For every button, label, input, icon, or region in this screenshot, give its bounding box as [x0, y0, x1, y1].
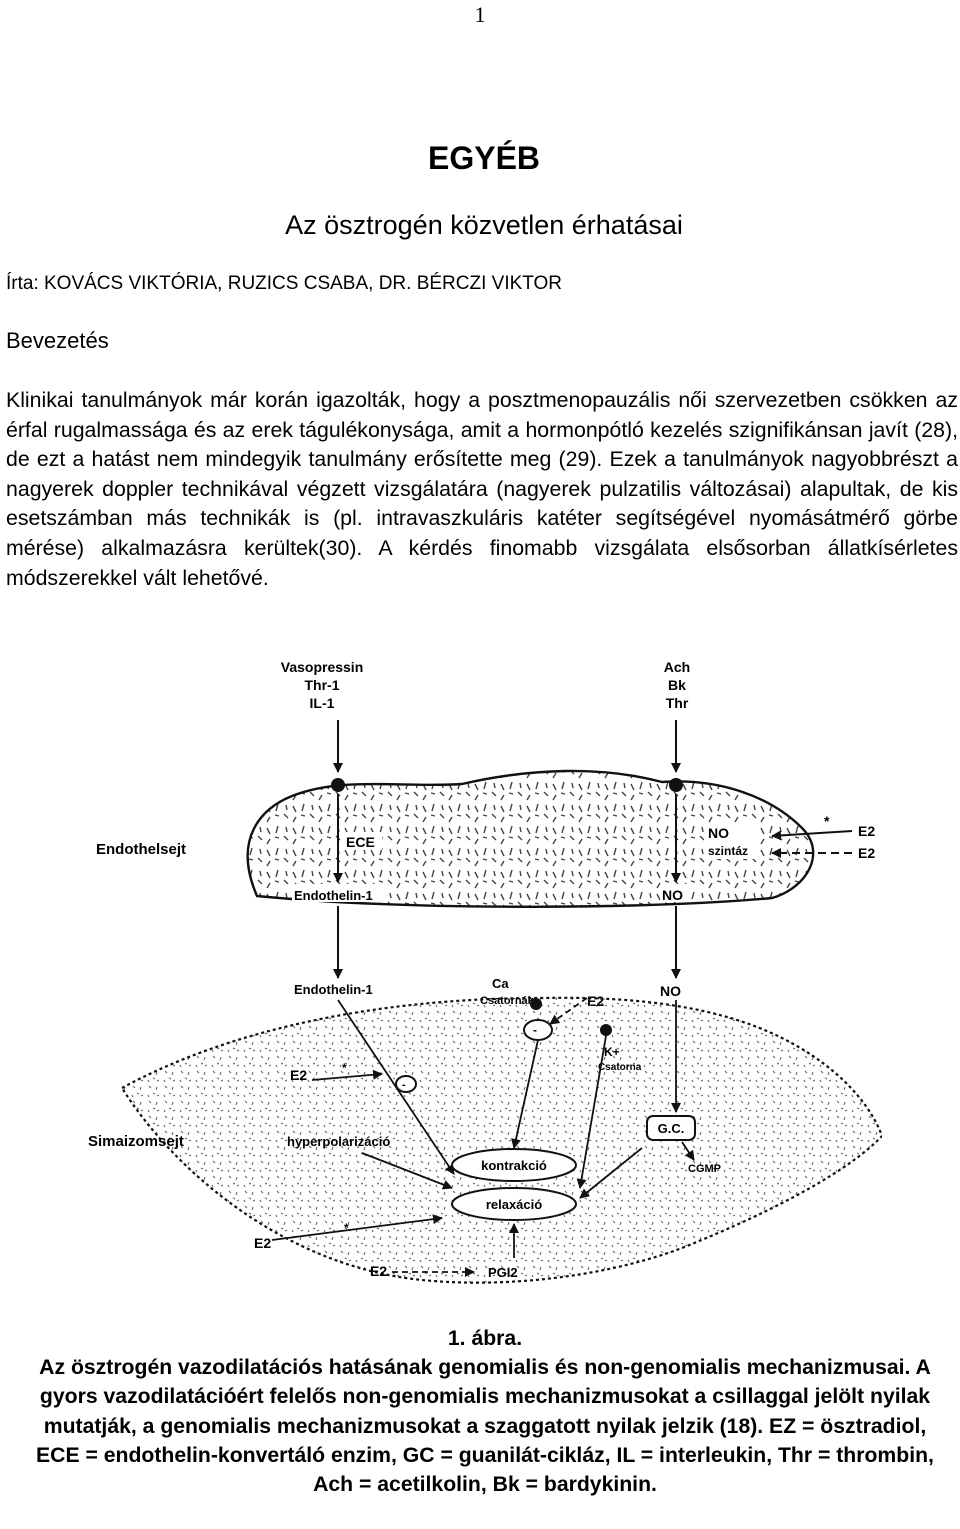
- article-title: Az ösztrogén közvetlen érhatásai: [285, 210, 683, 240]
- agonist-label: Thr: [665, 695, 689, 711]
- channel: [396, 1076, 416, 1092]
- intro-paragraph: Klinikai tanulmányok már korán igazolták, hogy a posztmenopauzális női szervezetben csökken az érfal rugalmassága és az erek tágulékonysága, amit a hormonpótló kezelés szignifikánsan javít (28), de ezt a hatást nem mindegyik tanulmány erősítette meg (29). Ezek a tanulmányok nagyobbrészt a nagyerek doppler technikával végzett vizsgálatára (nagyerek pulzatilis változásai) alapultak, de kis esetszámban más technikák is (pl. intravaszkuláris katéter segítségével nyomásátmérő görbe mérése) alkalmazásra kerültek(30). A kérdés finomabb vizsgálata elsősorban állatkísérletes módszerekkel vált lehetővé.: [6, 388, 958, 590]
- endothelial-cell-label: Endothelsejt: [96, 841, 187, 858]
- figure-caption: [30, 1324, 940, 1499]
- agonist-label: Thr-1: [304, 677, 340, 693]
- ece-label: ECE: [346, 834, 375, 850]
- gc-label: G.C.: [657, 1121, 685, 1136]
- estrogen-label: E2: [858, 823, 876, 839]
- asterisk-mark: *: [342, 1061, 347, 1075]
- channel-marker: [530, 998, 542, 1010]
- section-title: EGYÉB: [427, 140, 541, 176]
- k-channel-label: K+: [604, 1045, 620, 1059]
- receptor: [331, 778, 345, 792]
- hyperpolarization-label: hyperpolarizáció: [287, 1134, 391, 1149]
- figure-diagram: [82, 648, 882, 1286]
- no-synthase-label: szintáz: [708, 844, 749, 858]
- minus-sign: -: [402, 1079, 406, 1091]
- endothelin-inside-label: Endothelin-1: [294, 888, 373, 903]
- pgi-label: PGI2: [488, 1265, 518, 1280]
- e2-left-label: E2: [290, 1067, 308, 1083]
- no-released-label: NO: [660, 983, 681, 999]
- ca-channel-label: Ca: [492, 976, 509, 991]
- asterisk-mark: *: [344, 1221, 349, 1235]
- endothelin-released-label: Endothelin-1: [294, 982, 373, 997]
- channel-marker: [600, 1024, 612, 1036]
- no-synthase-label: NO: [708, 825, 729, 841]
- ca-channel: [524, 1020, 552, 1040]
- e2-bottom-dashed-label: E2: [370, 1263, 388, 1279]
- e2-bottom-label: E2: [254, 1235, 272, 1251]
- figure-1: [82, 648, 882, 1286]
- agonist-label: Bk: [668, 677, 686, 693]
- contraction-label: kontrakció: [481, 1158, 547, 1173]
- asterisk-mark: *: [824, 813, 830, 829]
- agonist-label: Vasopressin: [280, 659, 364, 675]
- section-heading: Bevezetés: [6, 328, 109, 353]
- receptor: [669, 778, 683, 792]
- agonist-label: IL-1: [309, 695, 335, 711]
- smooth-muscle-cell: [122, 998, 882, 1283]
- caption-text: Az ösztrogén vazodilatációs hatásának genomialis és non-genomialis mechanizmusai. A gyors vazodilatációért felelős non-genomialis mechanizmusokat a csillaggal jelölt nyilak mutatják, a genomialis mechanizmusokat a szaggatott nyilak jelzik (18). EZ = ösztradiol, ECE = endothelin-konvertáló enzim, GC = guanilát-cikláz, IL = interleukin, Thr = thrombin, Ach = acetilkolin, Bk = bardykinin.: [36, 1356, 934, 1497]
- relaxation-label: relaxáció: [485, 1197, 543, 1212]
- agonist-label: Ach: [663, 659, 691, 675]
- smooth-muscle-label: Simaizomsejt: [88, 1133, 184, 1150]
- caption-label: 1. ábra.: [447, 1327, 523, 1350]
- minus-sign: -: [533, 1023, 537, 1037]
- page-number: 1: [474, 2, 486, 27]
- estrogen-label: E2: [858, 845, 876, 861]
- authors-line: Írta: KOVÁCS VIKTÓRIA, RUZICS CSABA, DR. BÉRCZI VIKTOR: [6, 273, 563, 294]
- k-channel-label: Csatorna: [598, 1062, 642, 1073]
- cgmp-label: CGMP: [688, 1163, 721, 1175]
- no-inside-label: NO: [662, 887, 683, 903]
